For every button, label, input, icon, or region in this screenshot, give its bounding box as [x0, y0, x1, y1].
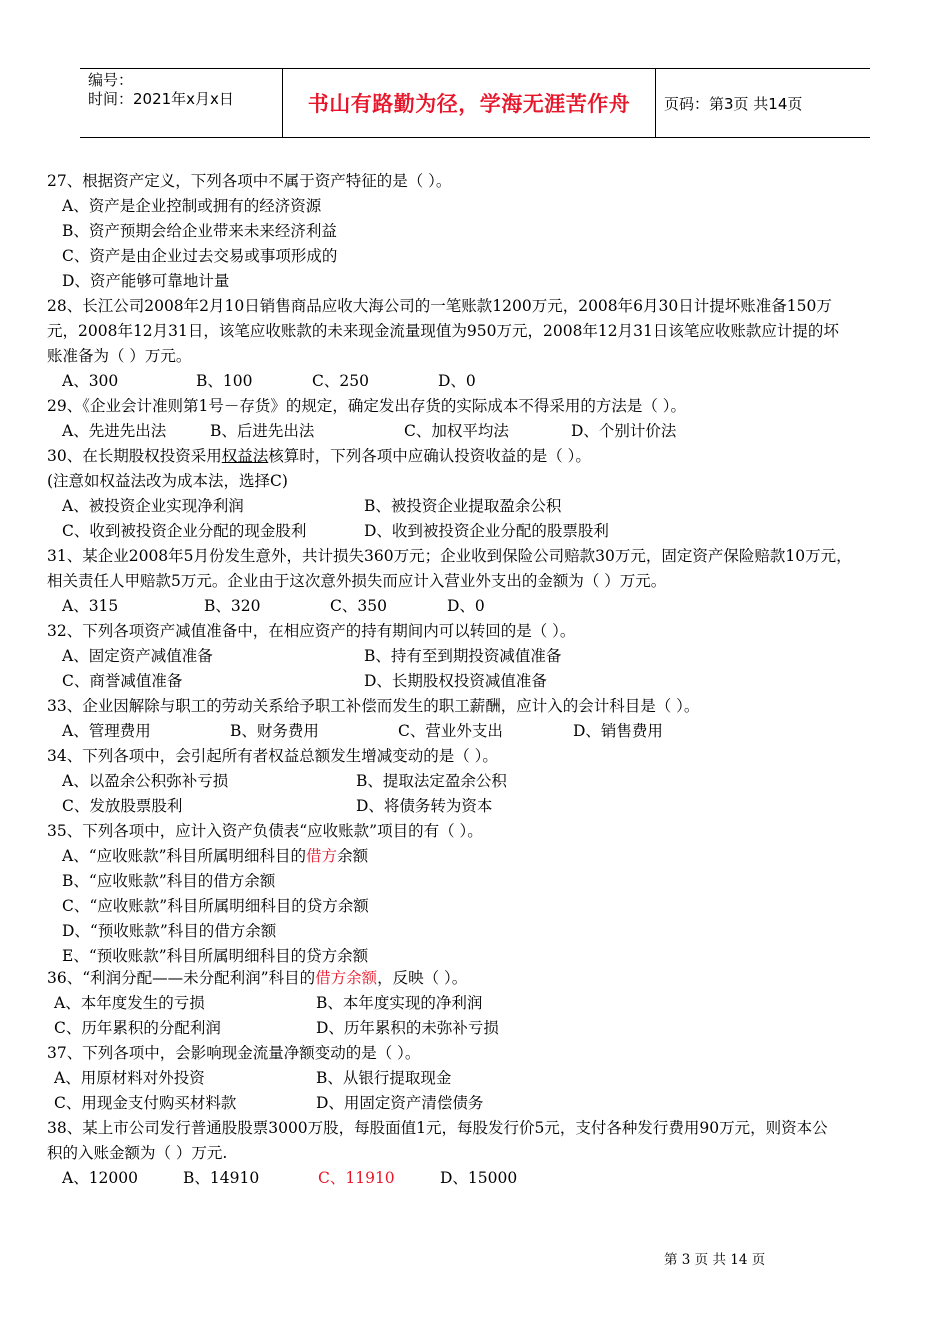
- question-29-stem: 29、《企业会计准则第1号－存货》的规定，确定发出存货的实际成本不得采用的方法是（ ）。: [47, 397, 687, 415]
- q31-option-a: A、315: [62, 597, 119, 615]
- q30-option-b: B、被投资企业提取盈余公积: [364, 497, 562, 515]
- q37-option-a: A、用原材料对外投资: [54, 1069, 205, 1087]
- q29-option-a: A、先进先出法: [62, 422, 167, 440]
- q34-option-a: A、以盈余公积弥补亏损: [62, 772, 229, 790]
- q33-option-b: B、财务费用: [230, 722, 319, 740]
- q36-option-d: D、历年累积的未弥补亏损: [316, 1019, 499, 1037]
- q32-option-c: C、商誉减值准备: [62, 672, 183, 690]
- q30-option-c: C、收到被投资企业分配的现金股利: [62, 522, 307, 540]
- q33-option-c: C、营业外支出: [398, 722, 503, 740]
- q36-stem-post: ，反映（ ）。: [377, 969, 468, 987]
- question-28-line3: 账准备为（ ）万元。: [47, 347, 192, 365]
- q27-option-c: C、资产是由企业过去交易或事项形成的: [62, 247, 338, 265]
- q34-option-b: B、提取法定盈余公积: [356, 772, 507, 790]
- q35-option-d: D、“预收账款”科目的借方余额: [62, 922, 277, 940]
- question-34-stem: 34、下列各项中，会引起所有者权益总额发生增减变动的是（ ）。: [47, 747, 498, 765]
- q38-option-d: D、15000: [440, 1169, 518, 1187]
- question-27-stem: 27、根据资产定义，下列各项中不属于资产特征的是（ ）。: [47, 172, 452, 190]
- q34-option-c: C、发放股票股利: [62, 797, 183, 815]
- q28-option-d: D、0: [438, 372, 476, 390]
- q35-option-a: [62, 846, 368, 866]
- header-page-info: 页码：第3页 共14页: [664, 94, 803, 113]
- q31-option-d: D、0: [447, 597, 485, 615]
- question-38-line1: 38、某上市公司发行普通股股票3000万股，每股面值1元，每股发行价5元，支付各种发行费用90万元，则资本公: [47, 1119, 828, 1137]
- q36-option-a: A、本年度发生的亏损: [54, 994, 205, 1012]
- q31-option-b: B、320: [204, 597, 261, 615]
- q34-option-d: D、将债务转为资本: [356, 797, 493, 815]
- question-31-line2: 相关责任人甲赔款5万元。企业由于这次意外损失而应计入营业外支出的金额为（ ）万元。: [47, 572, 667, 590]
- q28-option-b: B、100: [196, 372, 253, 390]
- question-30-note: (注意如权益法改为成本法，选择C): [47, 472, 288, 490]
- q35-a-pre: A、“应收账款”科目所属明细科目的: [62, 847, 307, 865]
- q35-a-highlight: 借方: [306, 847, 338, 865]
- q28-option-a: A、300: [62, 372, 119, 390]
- header-left-cell: [88, 71, 234, 109]
- q27-option-a: A、资产是企业控制或拥有的经济资源: [62, 197, 322, 215]
- q35-option-e: E、“预收账款”科目所属明细科目的贷方余额: [62, 947, 369, 965]
- q36-option-b: B、本年度实现的净利润: [316, 994, 483, 1012]
- header-divider: [655, 69, 656, 137]
- q38-option-c: C、11910: [318, 1169, 395, 1187]
- q36-stem-highlight: 借方余额: [315, 969, 378, 987]
- q37-option-d: D、用固定资产清偿债务: [316, 1094, 484, 1112]
- question-33-stem: 33、企业因解除与职工的劳动关系给予职工补偿而发生的职工薪酬，应计入的会计科目是（ ）。: [47, 697, 700, 715]
- header-motto: 书山有路勤为径，学海无涯苦作舟: [307, 92, 631, 116]
- serial-label: 编号：: [88, 71, 134, 89]
- q32-option-a: A、固定资产减值准备: [62, 647, 213, 665]
- q27-option-b: B、资产预期会给企业带来未来经济利益: [62, 222, 337, 240]
- question-30-stem: [47, 446, 591, 466]
- question-38-line2: 积的入账金额为（ ）万元.: [47, 1144, 228, 1162]
- q33-option-a: A、管理费用: [62, 722, 151, 740]
- q36-stem-pre: 36、“利润分配——未分配利润”科目的: [47, 969, 316, 987]
- q27-option-d: D、资产能够可靠地计量: [62, 272, 230, 290]
- q29-option-b: B、后进先出法: [210, 422, 315, 440]
- q38-option-b: B、14910: [183, 1169, 260, 1187]
- question-32-stem: 32、下列各项资产减值准备中，在相应资产的持有期间内可以转回的是（ ）。: [47, 622, 576, 640]
- header-table: [80, 68, 870, 138]
- q37-option-c: C、用现金支付购买材料款: [54, 1094, 237, 1112]
- question-37-stem: 37、下列各项中，会影响现金流量净额变动的是（ ）。: [47, 1044, 421, 1062]
- q32-option-d: D、长期股权投资减值准备: [364, 672, 547, 690]
- q30-option-d: D、收到被投资企业分配的股票股利: [364, 522, 609, 540]
- question-28-line2: 元，2008年12月31日，该笔应收账款的未来现金流量现值为950万元，2008年12月31日该笔应收账款应计提的坏: [47, 322, 839, 340]
- q30-stem-underlined: 权益法: [221, 447, 269, 465]
- q30-stem-post: 核算时，下列各项中应确认投资收益的是（ ）。: [268, 447, 591, 465]
- q37-option-b: B、从银行提取现金: [316, 1069, 452, 1087]
- page-footer: 第 3 页 共 14 页: [664, 1252, 766, 1268]
- q30-stem-pre: 30、在长期股权投资采用: [47, 447, 222, 465]
- q38-option-a: A、12000: [62, 1169, 139, 1187]
- question-36-stem: [47, 968, 467, 988]
- q32-option-b: B、持有至到期投资减值准备: [364, 647, 562, 665]
- q30-option-a: A、被投资企业实现净利润: [62, 497, 244, 515]
- q33-option-d: D、销售费用: [573, 722, 663, 740]
- q29-option-d: D、个别计价法: [571, 422, 677, 440]
- date-label: 时间：2021年x月x日: [88, 90, 234, 108]
- q31-option-c: C、350: [330, 597, 387, 615]
- question-35-stem: 35、下列各项中，应计入资产负债表“应收账款”项目的有（ ）。: [47, 822, 483, 840]
- question-31-line1: 31、某企业2008年5月份发生意外，共计损失360万元；企业收到保险公司赔款30万元，固定资产保险赔款10万元，: [47, 547, 852, 565]
- question-28-line1: 28、长江公司2008年2月10日销售商品应收大海公司的一笔账款1200万元，2008年6月30日计提坏账准备150万: [47, 297, 832, 315]
- q35-a-post: 余额: [337, 847, 369, 865]
- q35-option-b: B、“应收账款”科目的借方余额: [62, 872, 276, 890]
- q35-option-c: C、“应收账款”科目所属明细科目的贷方余额: [62, 897, 369, 915]
- q28-option-c: C、250: [312, 372, 369, 390]
- q29-option-c: C、加权平均法: [404, 422, 509, 440]
- q36-option-c: C、历年累积的分配利润: [54, 1019, 221, 1037]
